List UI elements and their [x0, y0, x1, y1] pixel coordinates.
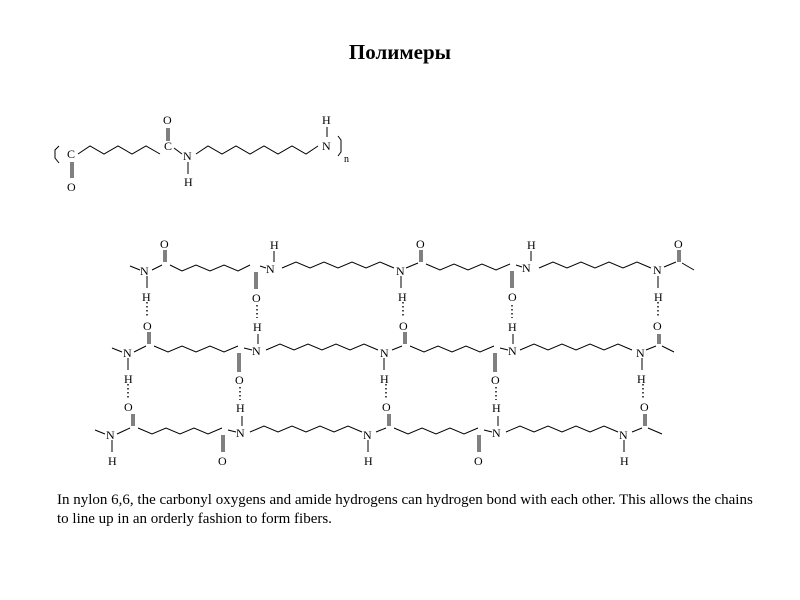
page-title: Полимеры [348, 40, 452, 64]
monomer-atom-c1: C [67, 147, 76, 161]
atom-label: O [491, 373, 500, 387]
monomer-repeat-unit [55, 127, 341, 178]
atom-label: H [508, 320, 517, 334]
atom-label: O [674, 237, 683, 251]
atom-label: N [380, 346, 389, 360]
atom-label: O [653, 319, 662, 333]
atom-label: H [637, 372, 646, 386]
monomer-subscript: n [344, 154, 349, 165]
monomer-atom-o1: O [67, 180, 76, 194]
atom-label: H [620, 454, 629, 468]
atom-label: H [527, 238, 536, 252]
atom-label: H [364, 454, 373, 468]
atom-label: O [508, 290, 517, 304]
atom-label: N [252, 344, 261, 358]
atom-label: H [142, 290, 151, 304]
atom-label: N [236, 426, 245, 440]
hydrogen-bonds [128, 302, 658, 400]
atom-label: O [474, 454, 483, 468]
atom-label: O [399, 319, 408, 333]
monomer-atom-n1: N [183, 149, 192, 163]
atom-label: H [398, 290, 407, 304]
atom-label: O [640, 400, 649, 414]
atom-label: H [380, 372, 389, 386]
atom-label: H [253, 320, 262, 334]
diagram-caption: In nylon 6,6, the carbonyl oxygens and amide hydrogens can hydrogen bond with each other. This allows the chains to line up in an orderly fashion to form fibers. [57, 492, 753, 527]
monomer-atom-h2: H [322, 113, 331, 127]
monomer-atom-h1: H [184, 175, 193, 189]
atom-label: N [266, 262, 275, 276]
atom-label: N [508, 344, 517, 358]
atom-label: H [124, 372, 133, 386]
atom-label: N [363, 428, 372, 442]
chain-1-labels [140, 237, 683, 305]
atom-label: O [160, 237, 169, 251]
monomer-atom-c2: C [164, 139, 173, 153]
atom-label: H [108, 454, 117, 468]
atom-label: N [636, 346, 645, 360]
chain-2-labels [123, 319, 662, 387]
atom-label: N [653, 263, 662, 277]
monomer-atom-n2: N [322, 139, 331, 153]
chain-3-labels [106, 400, 649, 468]
atom-label: O [124, 400, 133, 414]
atom-label: O [252, 291, 261, 305]
atom-label: H [654, 290, 663, 304]
chain-bonds [95, 250, 694, 452]
atom-label: N [396, 264, 405, 278]
atom-label: N [106, 428, 115, 442]
atom-label: N [492, 426, 501, 440]
monomer-atom-o2: O [163, 113, 172, 127]
atom-label: N [123, 346, 132, 360]
atom-label: O [235, 373, 244, 387]
atom-label: N [522, 261, 531, 275]
atom-label: N [140, 264, 149, 278]
atom-label: O [218, 454, 227, 468]
atom-label: O [382, 400, 391, 414]
atom-label: H [492, 401, 501, 415]
atom-label: H [236, 401, 245, 415]
atom-label: O [416, 237, 425, 251]
atom-label: N [619, 428, 628, 442]
atom-label: H [270, 238, 279, 252]
atom-label: O [143, 319, 152, 333]
